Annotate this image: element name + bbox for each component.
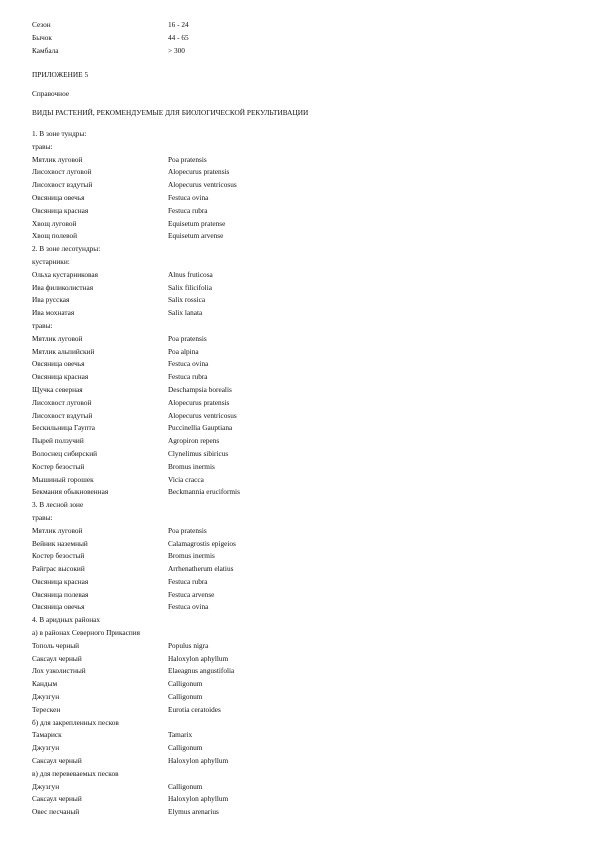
species-russian-name: Джузгун [32, 692, 60, 702]
species-russian-name: Овсяница овечья [32, 192, 85, 202]
document-title: ВИДЫ РАСТЕНИЙ, РЕКОМЕНДУЕМЫЕ ДЛЯ БИОЛОГИЧЕСКОЙ РЕКУЛЬТИВАЦИИ [32, 108, 309, 117]
species-row [0, 550, 595, 563]
species-latin-name: Arrhenatherum elatius [168, 564, 234, 574]
species-russian-name: Тамариск [32, 730, 62, 740]
species-russian-name: Овсяница овечья [32, 602, 85, 612]
species-latin-name: Haloxylon aphyllum [168, 756, 229, 766]
section-heading-text: 3. В лесной зоне [32, 500, 84, 510]
species-row [0, 230, 595, 243]
species-russian-name: Овсяница красная [32, 576, 89, 586]
species-russian-name: Хвощ полевой [32, 231, 78, 241]
section-heading [0, 627, 595, 640]
top-table [0, 19, 595, 57]
species-latin-name: Haloxylon aphyllum [168, 653, 229, 663]
species-latin-name: Alopecurus pratensis [168, 397, 230, 407]
species-row [0, 307, 595, 320]
section-heading-text: травы: [32, 320, 53, 330]
species-row [0, 384, 595, 397]
species-russian-name: Овсяница красная [32, 205, 89, 215]
species-row [0, 346, 595, 359]
species-latin-name: Elymus arenarius [168, 807, 219, 817]
top-row [0, 19, 595, 32]
species-russian-name: Бекмания обыкновенная [32, 487, 109, 497]
top-row-label: Бычок [32, 32, 52, 42]
species-row [0, 678, 595, 691]
species-russian-name: Саксаул черный [32, 756, 82, 766]
species-row [0, 371, 595, 384]
species-latin-name: Haloxylon aphyllum [168, 794, 229, 804]
species-latin-name: Festuca rubra [168, 372, 208, 382]
species-russian-name: Волоснец сибирский [32, 448, 98, 458]
species-latin-name: Poa pratensis [168, 333, 207, 343]
species-russian-name: Щучка северная [32, 384, 83, 394]
section-heading [0, 717, 595, 730]
species-russian-name: Овсяница полевая [32, 589, 89, 599]
species-russian-name: Пырей ползучий [32, 436, 84, 446]
species-russian-name: Мятлик луговой [32, 525, 83, 535]
species-latin-name: Alopecurus ventricosus [168, 180, 237, 190]
section-heading-text: травы: [32, 512, 53, 522]
species-russian-name: Ива филиколистная [32, 282, 94, 292]
section-heading [0, 320, 595, 333]
species-row [0, 704, 595, 717]
species-latin-name: Bromus inermis [168, 551, 215, 561]
species-latin-name: Alopecurus ventricosus [168, 410, 237, 420]
species-russian-name: Саксаул черный [32, 653, 82, 663]
species-latin-name: Equisetum pratense [168, 218, 226, 228]
section-heading [0, 141, 595, 154]
species-latin-name: Equisetum arvense [168, 231, 224, 241]
species-latin-name: Calligonum [168, 781, 203, 791]
species-russian-name: Райграс высокий [32, 564, 85, 574]
species-latin-name: Festuca ovina [168, 359, 209, 369]
species-russian-name: Тополь черный [32, 640, 80, 650]
species-row [0, 742, 595, 755]
species-latin-name: Alnus fruticosa [168, 269, 213, 279]
species-russian-name: Лисохвост луговой [32, 167, 92, 177]
species-latin-name: Salix filicifolia [168, 282, 212, 292]
section-heading [0, 499, 595, 512]
species-latin-name: Elaeagnus angustifolia [168, 666, 235, 676]
species-russian-name: Ольха кустарниковая [32, 269, 98, 279]
species-latin-name: Calligonum [168, 692, 203, 702]
species-row [0, 410, 595, 423]
top-row-label: Камбала [32, 45, 59, 55]
top-row [0, 32, 595, 45]
section-heading [0, 614, 595, 627]
species-row [0, 563, 595, 576]
section-heading-text: 2. В зоне лесотундры: [32, 244, 101, 254]
species-row [0, 589, 595, 602]
species-row [0, 435, 595, 448]
species-row [0, 601, 595, 614]
top-row-label: Сезон [32, 20, 51, 29]
top-row-value: 44 - 65 [168, 32, 189, 42]
species-row [0, 205, 595, 218]
species-russian-name: Ива мохнатая [32, 308, 75, 318]
appendix-label: ПРИЛОЖЕНИЕ 5 [32, 70, 89, 79]
species-russian-name: Костер безостый [32, 551, 85, 561]
species-russian-name: Овес песчаный [32, 807, 80, 817]
species-row [0, 461, 595, 474]
species-row [0, 486, 595, 499]
section-heading-text: в) для перевеваемых песков [32, 768, 119, 778]
species-russian-name: Джузгун [32, 743, 60, 753]
species-row [0, 653, 595, 666]
section-heading-text: а) в районах Северного Прикаспия [32, 628, 141, 638]
species-latin-name: Festuca arvense [168, 589, 215, 599]
species-row [0, 282, 595, 295]
species-russian-name: Мятлик альпийский [32, 346, 95, 356]
species-russian-name: Мятлик луговой [32, 154, 83, 164]
species-latin-name: Eurotia ceratoides [168, 704, 221, 714]
species-latin-name: Clynelimus sibiricus [168, 448, 229, 458]
species-row [0, 294, 595, 307]
species-row [0, 793, 595, 806]
species-row [0, 358, 595, 371]
section-heading-text: 1. В зоне тундры: [32, 129, 87, 138]
species-row [0, 192, 595, 205]
species-russian-name: Овсяница овечья [32, 359, 85, 369]
species-row [0, 333, 595, 346]
species-list [0, 128, 595, 819]
species-row [0, 640, 595, 653]
species-latin-name: Poa alpina [168, 346, 199, 356]
species-latin-name: Populus nigra [168, 640, 209, 650]
species-russian-name: Лисохвост вздутый [32, 180, 93, 190]
species-row [0, 576, 595, 589]
species-russian-name: Лисохвост вздутый [32, 410, 93, 420]
species-latin-name: Salix lanata [168, 308, 203, 318]
species-russian-name: Ива русская [32, 295, 70, 305]
species-latin-name: Salix rossica [168, 295, 206, 305]
species-latin-name: Beckmannia eruciformis [168, 487, 240, 497]
section-heading [0, 256, 595, 269]
species-row [0, 729, 595, 742]
species-latin-name: Alopecurus pratensis [168, 167, 230, 177]
species-latin-name: Festuca rubra [168, 576, 208, 586]
species-latin-name: Vicia cracca [168, 474, 204, 484]
species-russian-name: Костер безостый [32, 461, 85, 471]
species-row [0, 269, 595, 282]
reference-label: Справочное [32, 89, 70, 98]
species-latin-name: Festuca rubra [168, 205, 208, 215]
section-heading-text: 4. В аридных районах [32, 615, 101, 625]
species-russian-name: Мышиный горошек [32, 474, 94, 484]
species-row [0, 781, 595, 794]
section-heading [0, 128, 595, 141]
species-latin-name: Festuca ovina [168, 602, 209, 612]
species-russian-name: Терескен [32, 704, 61, 714]
species-latin-name: Tamarix [168, 730, 193, 740]
top-row [0, 45, 595, 58]
species-row [0, 179, 595, 192]
species-row [0, 806, 595, 819]
species-latin-name: Deschampsia borealis [168, 384, 232, 394]
species-row [0, 166, 595, 179]
species-row [0, 691, 595, 704]
species-russian-name: Хвощ луговой [32, 218, 77, 228]
species-row [0, 525, 595, 538]
species-row [0, 755, 595, 768]
species-russian-name: Бескильница Гаупта [32, 423, 96, 433]
species-latin-name: Festuca ovina [168, 192, 209, 202]
section-heading-text: травы: [32, 141, 53, 151]
species-russian-name: Лисохвост луговой [32, 397, 92, 407]
species-latin-name: Puccinellia Gauptiana [168, 423, 233, 433]
species-row [0, 665, 595, 678]
species-russian-name: Овсяница красная [32, 372, 89, 382]
top-row-value: > 300 [168, 45, 185, 55]
species-row [0, 154, 595, 167]
section-heading [0, 512, 595, 525]
species-latin-name: Poa pratensis [168, 154, 207, 164]
species-row [0, 422, 595, 435]
species-latin-name: Bromus inermis [168, 461, 215, 471]
species-russian-name: Джузгун [32, 781, 60, 791]
species-russian-name: Лох узколистный [32, 666, 86, 676]
section-heading [0, 768, 595, 781]
species-row [0, 538, 595, 551]
species-latin-name: Agropiron repens [168, 436, 220, 446]
section-heading [0, 243, 595, 256]
species-row [0, 218, 595, 231]
species-row [0, 474, 595, 487]
section-heading-text: б) для закрепленных песков [32, 717, 119, 727]
section-heading-text: кустарники: [32, 256, 70, 266]
species-russian-name: Вейник наземный [32, 538, 88, 548]
species-russian-name: Мятлик луговой [32, 333, 83, 343]
species-russian-name: Кандым [32, 679, 58, 689]
species-row [0, 397, 595, 410]
species-row [0, 448, 595, 461]
top-row-value: 16 - 24 [168, 20, 189, 29]
species-russian-name: Саксаул черный [32, 794, 82, 804]
species-latin-name: Calligonum [168, 679, 203, 689]
species-latin-name: Calligonum [168, 743, 203, 753]
species-latin-name: Calamagrostis epigeios [168, 538, 236, 548]
species-latin-name: Poa pratensis [168, 525, 207, 535]
